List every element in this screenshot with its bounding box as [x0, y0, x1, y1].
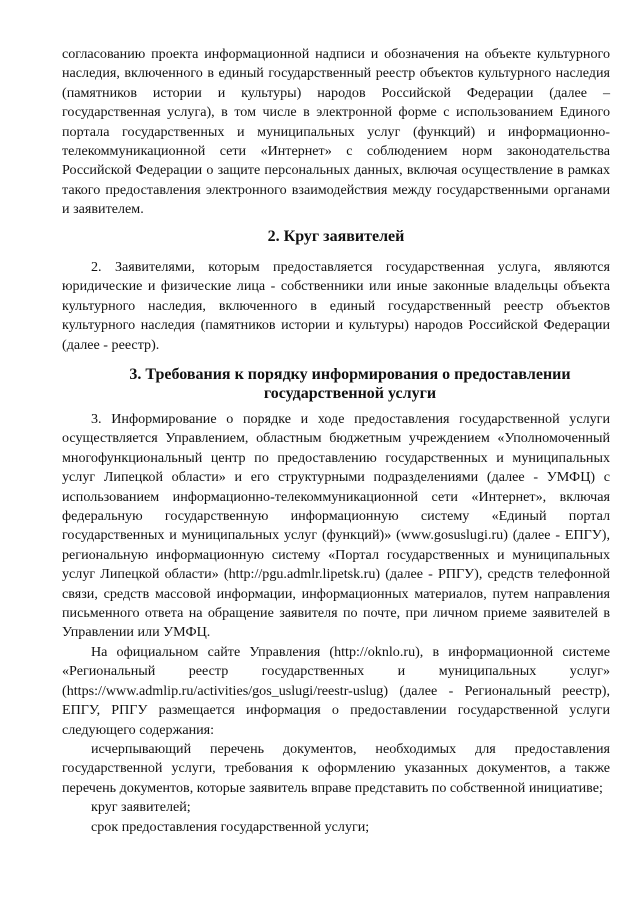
- list-item-service-term: срок предоставления государственной услуги;: [91, 818, 370, 835]
- section-2-paragraph: 2. Заявителями, которым предоставляется государственная услуга, являются юридические и физические лица - собственники или иные законные владельцы объекта культурного наследия, включенного в единый государственный реестр объектов культурного наследия (памятников истории и культуры) народов Российской Федерации (далее - реестр).: [62, 259, 610, 353]
- section-3-paragraph-2: На официальном сайте Управления (http://oknlo.ru), в информационной системе «Региональный реестр государственных и муниципальных услуг» (https://www.admlip.ru/activities/gos_uslugi/reestr-uslug) (далее - Региональный реестр), ЕПГУ, РПГУ размещается информация о предоставлении государственной услуги следующего содержания:: [62, 643, 610, 738]
- section-3-heading-line-2: государственной услуги: [263, 385, 437, 403]
- section-2-heading: 2. Круг заявителей: [267, 228, 405, 245]
- section-3-text-block: [62, 410, 610, 837]
- section-3-paragraph-1: 3. Информирование о порядке и ходе предоставления государственной услуги осуществляется Управлением, областным бюджетным учреждением «Уполномоченный многофункциональный центр по предоставлению государственных и муниципальных услуг Липецкой области» и его структурными подразделениями (далее - УМФЦ) с использованием информационно-телекоммуникационной сети «Интернет», включая федеральную государственную информационную систему «Единый портал государственных и муниципальных услуг (функций)» (www.gosuslugi.ru) (далее - ЕПГУ), региональную информационную систему «Портал государственных и муниципальных услуг Липецкой области» (http://pgu.admlr.lipetsk.ru) (далее - РПГУ), средств телефонной связи, средств массовой информации, информационных материалов, путем направления письменного ответа на обращение заявителя по почте, при личном приеме заявителей в Управлении или УМФЦ.: [62, 411, 610, 641]
- section-3-heading-line-1: 3. Требования к порядку информирования о предоставлении: [129, 366, 571, 383]
- list-item-documents: исчерпывающий перечень документов, необходимых для предоставления государственной услуги, требования к оформлению указанных документов, а также перечень документов, которые заявитель вправе представить по собственной инициативе;: [62, 740, 610, 796]
- section-2-text-block: [62, 258, 610, 355]
- list-item-applicants: круг заявителей;: [91, 799, 191, 816]
- intro-text-block: [62, 45, 610, 220]
- section-3-heading: [100, 365, 600, 404]
- intro-paragraph: согласованию проекта информационной надписи и обозначения на объекте культурного наследия, включенного в единый государственный реестр объектов культурного наследия (памятников истории и культуры) народов Российской Федерации (далее – государственная услуга), в том числе в электронной форме с использованием Единого портала государственных и муниципальных услуг (функций) и информационно-телекоммуникационной сети «Интернет» с соблюдением норм законодательства Российской Федерации о защите персональных данных, включая осуществление в рамках такого предоставления электронного взаимодействия между государственными органами и заявителем.: [62, 46, 610, 218]
